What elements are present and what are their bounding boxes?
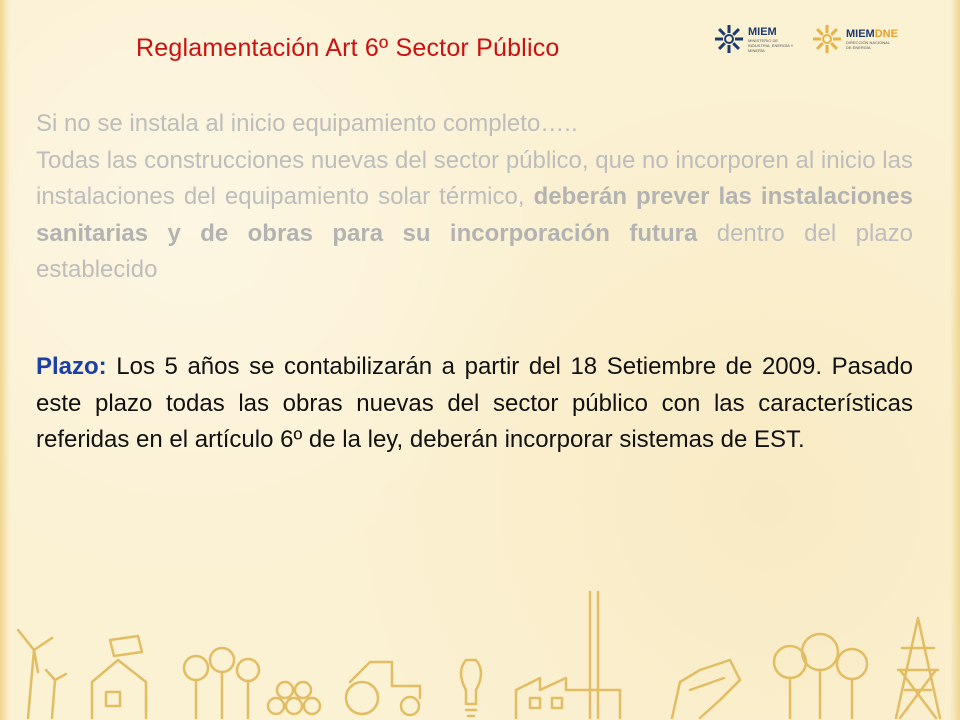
miemdne-logo-name-part2: DNE xyxy=(874,28,898,40)
faded-paragraph xyxy=(36,106,913,289)
tractor-icon xyxy=(346,662,420,715)
footer-illustration xyxy=(0,590,960,720)
miem-logo-name: MIEM xyxy=(748,25,777,38)
plazo-paragraph xyxy=(36,349,913,459)
windmill-icon xyxy=(18,630,66,718)
miemdne-logo-name-part1: MIEM xyxy=(846,28,875,40)
trees-icon xyxy=(774,634,867,718)
faded-text-before: Todas las construcciones nuevas del sector público, que no incorporen al inicio las instalaciones del equipamiento solar térmico, xyxy=(36,146,913,210)
plazo-text: Los 5 años se contabilizarán a partir del 18 Setiembre de 2009. Pasado este plazo todas las obras nuevas del sector público con las características referidas en el artículo 6º de la ley, deberán incorporar sistemas de EST. xyxy=(36,353,913,453)
miemdne-logo-name xyxy=(846,28,898,40)
miem-sun-icon xyxy=(714,24,744,54)
faded-text-after: dentro del plazo establecido xyxy=(36,219,913,283)
miemdne-logo xyxy=(812,18,898,60)
power-tower-icon xyxy=(896,618,940,718)
house-solar-icon xyxy=(92,636,146,718)
miemdne-logo-subtitle: DIRECCIÓN NACIONAL DE ENERGÍA xyxy=(846,40,890,50)
dam-icon xyxy=(672,660,740,718)
factory-icon xyxy=(516,592,620,718)
slide-title: Reglamentación Art 6º Sector Público xyxy=(136,34,560,62)
miemdne-sun-icon xyxy=(812,24,842,54)
light-bulb-icon xyxy=(461,660,481,716)
miem-logo-subtitle: MINISTERIO DE INDUSTRIA, ENERGÍA Y MINERÍA xyxy=(748,37,794,53)
miem-logo xyxy=(714,18,794,60)
sunflower-icon xyxy=(184,648,259,718)
faded-bold-text: deberán prever las instalaciones sanitarias y de obras para su incorporación futura xyxy=(36,183,913,247)
plazo-label: Plazo: xyxy=(36,353,107,380)
logs-icon xyxy=(268,682,320,714)
faded-intro-line: Si no se instala al inicio equipamiento completo….. xyxy=(36,110,578,137)
